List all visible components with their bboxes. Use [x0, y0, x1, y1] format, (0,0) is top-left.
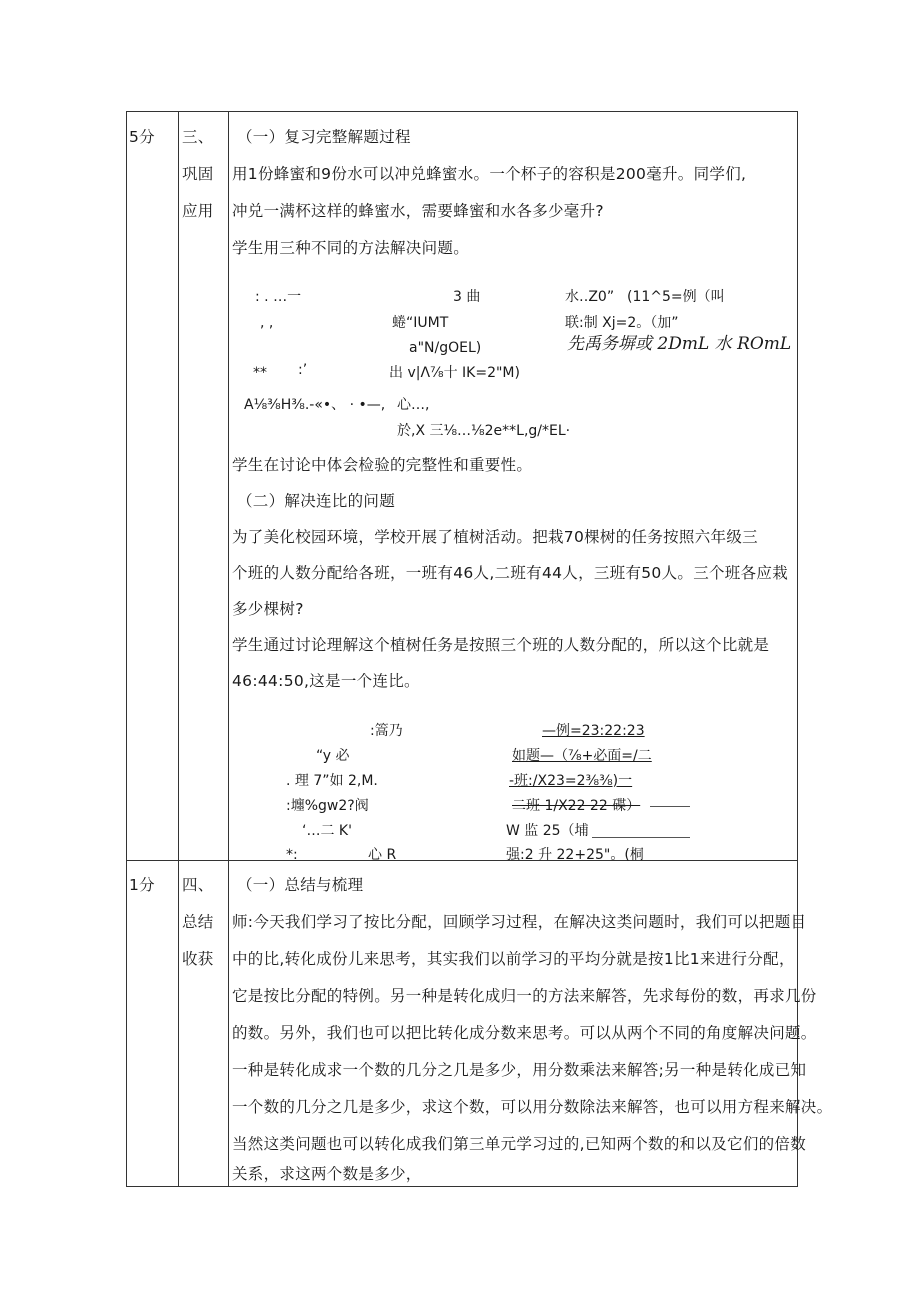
section-heading-ratio: （二）解决连比的问题: [237, 492, 396, 510]
work-line-a-col2: 3 曲: [453, 289, 481, 305]
work2-line-a-col1: :篙乃: [370, 723, 403, 739]
work-line-a-col1: : . …一: [255, 289, 302, 305]
work-line-f: 於,X 三⅛…⅛2e**L,g/*EL·: [397, 423, 571, 439]
table-row-divider: [126, 860, 798, 861]
problem-trees-line-3: 多少棵树?: [232, 600, 304, 618]
section-heading-summary: （一）总结与梳理: [237, 876, 364, 894]
student-check-text: 学生在讨论中体会检验的完整性和重要性。: [232, 456, 533, 474]
problem-trees-line-2: 个班的人数分配给各班，一班有46人,二班有44人，三班有50人。三个班各应栽: [232, 564, 788, 582]
table-col-divider-1: [178, 111, 179, 1187]
work2-line-d-dash: [650, 806, 690, 807]
row-summary-step-label-1: 总结: [182, 913, 214, 931]
work-line-a-col4: (11^5=例（叫: [627, 289, 725, 305]
work2-line-c-col2: -班:/X23=2⅜⅜)一: [509, 773, 633, 789]
table-border-top: [126, 111, 798, 112]
work2-line-c-col1: . 理 7”如 2,M.: [286, 773, 378, 789]
work2-line-b-col1: “y 必: [316, 748, 350, 764]
summary-line: 当然这类问题也可以转化成我们第三单元学习过的,已知两个数的和以及它们的倍数: [232, 1135, 807, 1153]
work-line-d-col2: :’: [298, 362, 308, 378]
work-line-b-col2: 蜷“IUMT: [392, 315, 449, 331]
row-review-step-label-1: 巩固: [182, 165, 214, 183]
table-border-bottom: [126, 1186, 798, 1187]
table-border-left: [126, 111, 127, 1187]
work-line-b-col1: , ,: [260, 315, 274, 331]
work2-line-d-col2: 二班 1/X22 22 碟）: [512, 798, 641, 814]
work-line-e-col2: 心…,: [397, 397, 430, 413]
summary-line: 一个数的几分之几是多少，求这个数，可以用分数除法来解答，也可以用方程来解决。: [232, 1098, 833, 1116]
work2-line-d-col1: :㙻%gw2?阀: [286, 798, 369, 814]
work-line-a-col3: 水‥Z0”: [565, 289, 615, 305]
row-review-time: 5分: [129, 128, 155, 146]
summary-line: 关系，求这两个数是多少，: [232, 1165, 422, 1183]
work2-line-b-col2: 如题—（⅞+必面=/二: [512, 748, 652, 764]
work-line-d-col3: 出 v|Λ⅞十 IK=2"M): [389, 365, 520, 381]
summary-line: 它是按比分配的特例。另一种是转化成归一的方法来解答，先求每份的数，再求几份: [232, 987, 817, 1005]
work-line-d-col1: **: [253, 365, 267, 381]
row-review-step-number: 三、: [182, 128, 214, 146]
problem-trees-line-1: 为了美化校园环境，学校开展了植树活动。把栽70棵树的任务按照六年级三: [232, 528, 758, 546]
work-line-b-col3: 联:制 Xj=2。（加”: [565, 315, 679, 331]
work2-line-f-col3: 强:2 升 22+25"。(桐: [506, 847, 644, 863]
problem-honey-line-1: 用1份蜂蜜和9份水可以冲兑蜂蜜水。一个杯子的容积是200毫升。同学们,: [232, 165, 747, 183]
work2-line-e-col2: W 监 25（埔: [506, 823, 589, 839]
discussion-line-1: 学生通过讨论理解这个植树任务是按照三个班的人数分配的，所以这个比就是: [232, 636, 770, 654]
row-summary-time: 1分: [129, 876, 155, 894]
summary-line: 的数。另外，我们也可以把比转化成分数来思考。可以从两个不同的角度解决问题。: [232, 1024, 817, 1042]
work2-line-e-underline: [592, 837, 690, 838]
work2-line-f-col2: 心 R: [368, 847, 397, 863]
work2-line-f-col1: *:: [286, 847, 298, 863]
table-col-divider-2: [228, 111, 229, 1187]
row-summary-step-label-2: 收获: [182, 950, 214, 968]
summary-line: 中的比,转化成份儿来思考，其实我们以前学习的平均分就是按1比1来进行分配，: [232, 950, 795, 968]
summary-line: 一种是转化成求一个数的几分之几是多少，用分数乘法来解答;另一种是转化成已知: [232, 1061, 807, 1079]
work-line-c-handwritten: 先禹务塀或 2DmL 水 ROmL: [567, 334, 792, 354]
work-line-c-col1: a"N/gOEL): [409, 340, 482, 356]
problem-honey-line-2: 冲兑一满杯这样的蜂蜜水，需要蜂蜜和水各多少毫升?: [232, 202, 604, 220]
student-methods-text: 学生用三种不同的方法解决问题。: [232, 239, 470, 257]
section-heading-review: （一）复习完整解题过程: [237, 128, 411, 146]
work2-line-a-col2: —例=23:22:23: [542, 723, 645, 739]
row-summary-step-number: 四、: [182, 876, 214, 894]
work2-line-e-col1: ‘…二 K': [302, 823, 352, 839]
summary-line: 师:今天我们学习了按比分配，回顾学习过程，在解决这类问题时，我们可以把题目: [232, 913, 807, 931]
work-line-e-col1: A⅛⅜H⅜.-«•、 · •—,: [244, 397, 386, 413]
discussion-line-2: 46:44:50,这是一个连比。: [232, 672, 420, 690]
row-review-step-label-2: 应用: [182, 202, 214, 220]
